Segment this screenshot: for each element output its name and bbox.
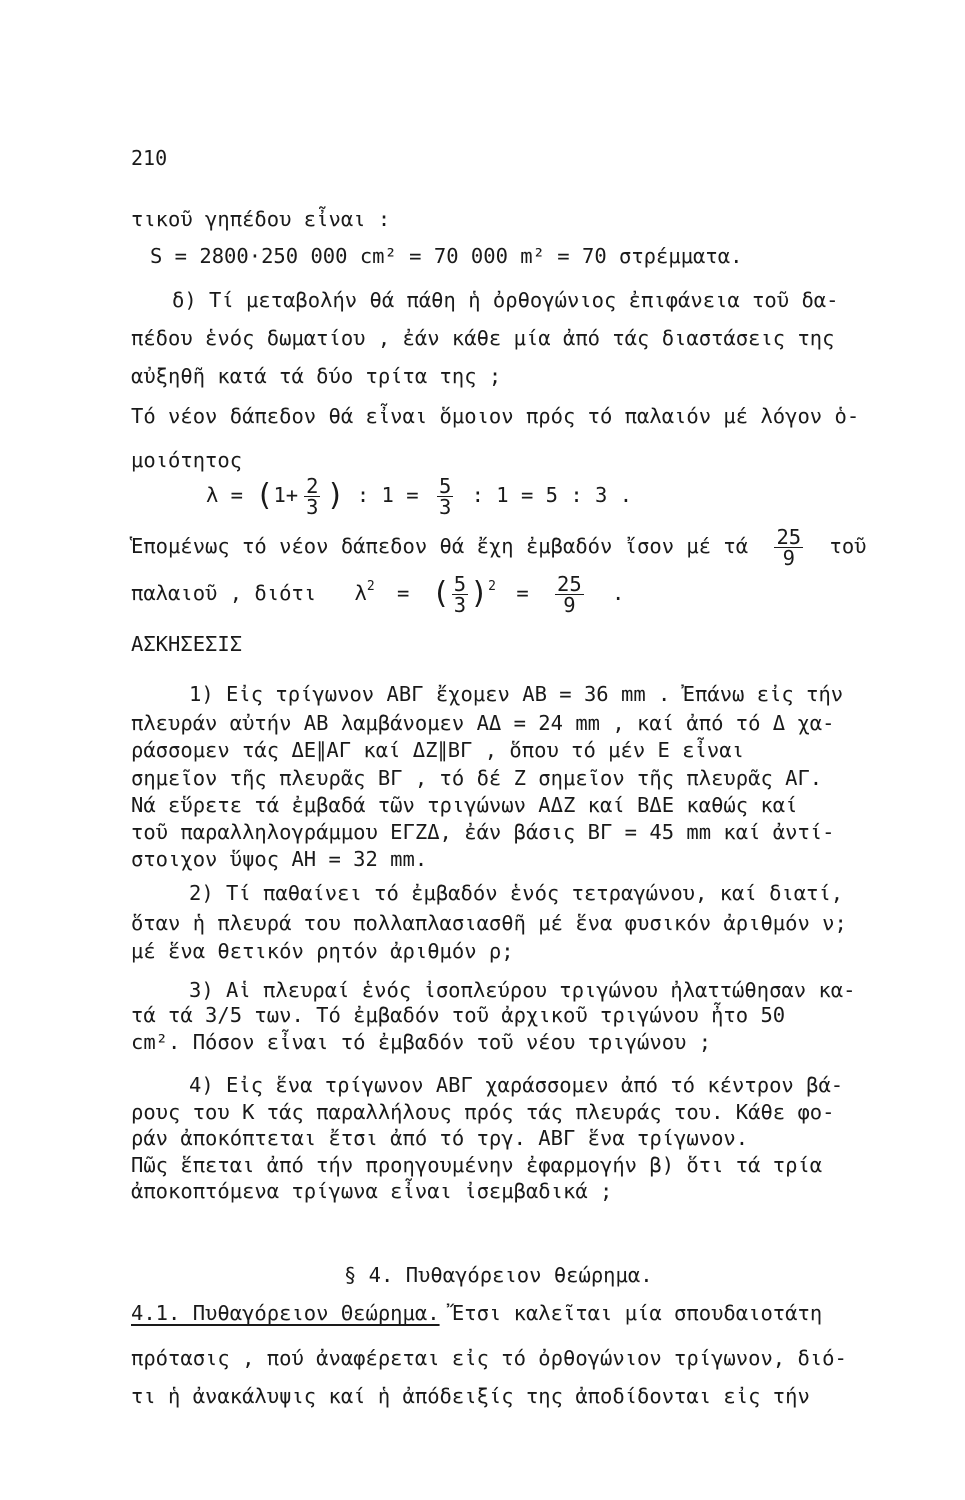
fraction-25-9 (774, 524, 803, 570)
fraction-five-thirds (452, 571, 468, 617)
exercise-1-line: ράσσομεν τάς ΔΕ∥ΑΓ καί ΔΖ∥ΒΓ , ὅπου τό μέν Ε εἶναι (131, 738, 744, 762)
theorem-heading: 4.1. Πυθαγόρειον Θεώρημα. (131, 1301, 440, 1325)
exercise-4-line: ρους του Κ τάς παραλλήλους πρός τάς πλευράς του. Κάθε φο- (131, 1100, 835, 1124)
fraction-numerator: 2 (306, 473, 319, 498)
fraction-denominator: 9 (782, 545, 795, 570)
exercise-1-line: τοῦ παραλληλογράμμου ΕΓΖΔ, ἐάν βάσις ΒΓ = 45 mm καί ἀντί- (131, 820, 835, 844)
fraction-numerator: 5 (438, 473, 452, 498)
text-line: πέδου ἑνός δωματίου , ἐάν κάθε μία ἀπό τάς διαστάσεις της (131, 326, 835, 350)
exercise-3-line: 3) Αἱ πλευραί ἑνός ἰσοπλεύρου τριγώνου ἠλαττώθησαν κα- (189, 978, 856, 1002)
exercise-3-line: cm². Πόσον εἶναι τό ἐμβαδόν τοῦ νέου τριγώνου ; (131, 1030, 712, 1054)
exercise-1-line: 1) Εἰς τρίγωνον ΑΒΓ ἔχομεν ΑΒ = 36 mm . Ἐπάνω εἰς τήν (189, 682, 844, 706)
line-text: παλαιοῦ , διότι (131, 581, 317, 605)
exercise-2-line: 2) Τί παθαίνει τό ἐμβαδόν ἑνός τετραγώνου, καί διατί, (189, 881, 844, 905)
fraction-denominator: 9 (563, 592, 576, 617)
left-paren: ( (431, 576, 450, 611)
section-heading-exercises: ΑΣΚΗΣΕΣΙΣ (131, 632, 243, 656)
text-line: τικοῦ γηπέδου εἶναι : (131, 207, 391, 231)
equals: = (397, 581, 410, 605)
paren-exponent: 2 (488, 579, 496, 594)
exercise-2-line: ὅταν ἡ πλευρά του πολλαπλασιασθῆ μέ ἕνα φυσικόν ἀριθμόν ν; (131, 911, 847, 935)
exercise-4-line: ἀποκοπτόμενα τρίγωνα εἶναι ἰσεμβαδικά ; (131, 1179, 613, 1203)
exercise-3-line: τά τά 3/5 των. Τό ἐμβαδόν τοῦ ἀρχικοῦ τριγώνου ἦτο 50 (131, 1003, 786, 1027)
formula-ratio (206, 470, 632, 521)
fraction-numerator: 5 (453, 571, 467, 596)
left-paren: ( (255, 478, 274, 513)
page-number: 210 (131, 146, 168, 170)
text-line: μοιότητος (131, 448, 243, 472)
exercise-1-line: πλευράν αὐτήν ΑΒ λαμβάνομεν ΑΔ = 24 mm , καί ἀπό τό Δ χα- (131, 711, 835, 735)
text-line: τι ἡ ἀνακάλυψις καί ἡ ἀπόδειξίς της ἀποδίδονται εἰς τήν (131, 1384, 810, 1408)
fraction-denominator: 3 (306, 494, 319, 519)
fraction-25-9 (555, 571, 584, 617)
exercise-2-line: μέ ἕνα θετικόν ρητόν ἀριθμόν ρ; (131, 939, 514, 963)
text-line: Τό νέον δάπεδον θά εἶναι ὅμοιον πρός τό παλαιόν μέ λόγον ὁ- (131, 404, 860, 428)
fraction-denominator: 3 (438, 494, 452, 519)
exercise-4-line: 4) Εἰς ἕνα τρίγωνον ΑΒΓ χαράσσομεν ἀπό τό κέντρον βά- (189, 1073, 844, 1097)
exercise-4-line: ράν ἀποκόπτεται ἔτσι ἀπό τό τργ. ΑΒΓ ἕνα τρίγωνον. (131, 1126, 749, 1150)
fraction-numerator: 25 (776, 524, 802, 549)
exercise-1-line: στοιχον ὕψος ΑΗ = 32 mm. (131, 847, 428, 871)
exercise-1-line: σημεῖον τῆς πλευρᾶς ΒΓ , τό δέ Ζ σημεῖον τῆς πλευρᾶς ΑΓ. (131, 766, 823, 790)
fraction-five-thirds (437, 473, 453, 519)
text-line: πρότασις , πού ἀναφέρεται εἰς τό ὀρθογώνιον τρίγωνον, διό- (131, 1346, 847, 1370)
fraction-numerator: 25 (557, 571, 582, 596)
formula-area: S = 2800·250 000 cm² = 70 000 m² = 70 στρέμματα. (150, 244, 743, 268)
exercise-1-line: Νά εὕρετε τά ἐμβαδά τῶν τριγώνων ΑΔΖ καί ΒΔΕ καθώς καί (131, 793, 798, 817)
text-line-with-fraction (131, 524, 867, 568)
fraction-two-thirds (304, 473, 320, 519)
formula-one-plus: 1+ (273, 483, 299, 507)
lambda-exponent: 2 (366, 579, 375, 594)
right-paren: ) (326, 478, 345, 513)
lambda: λ (354, 581, 367, 605)
formula-lhs: λ = (206, 483, 244, 507)
theorem-line (131, 1300, 822, 1326)
equals: = (516, 581, 529, 605)
formula-mid: : 1 = (356, 483, 419, 507)
fraction-denominator: 3 (453, 592, 467, 617)
right-paren: ) (470, 576, 489, 611)
period: . (612, 581, 625, 605)
exercise-4-line: Πῶς ἕπεται ἀπό τήν προηγουμένην ἐφαρμογήν β) ὅτι τά τρία (131, 1153, 823, 1177)
text-line: δ) Τί μεταβολήν θά πάθη ἡ ὀρθογώνιος ἐπιφάνεια τοῦ δα- (172, 288, 839, 312)
text-line: αὐξηθῆ κατά τά δύο τρίτα της ; (131, 364, 502, 388)
line-text: Ἑπομένως τό νέον δάπεδον θά ἔχη ἐμβαδόν ἴσον μέ τά (131, 534, 749, 558)
line-tail: τοῦ (829, 534, 867, 558)
theorem-text: Ἔτσι καλεῖται μία σπουδαιοτάτη (439, 1301, 823, 1325)
formula-rest: : 1 = 5 : 3 . (471, 483, 633, 507)
section-title: § 4. Πυθαγόρειον θεώρημα. (344, 1263, 653, 1287)
formula-lambda-square (131, 568, 624, 619)
